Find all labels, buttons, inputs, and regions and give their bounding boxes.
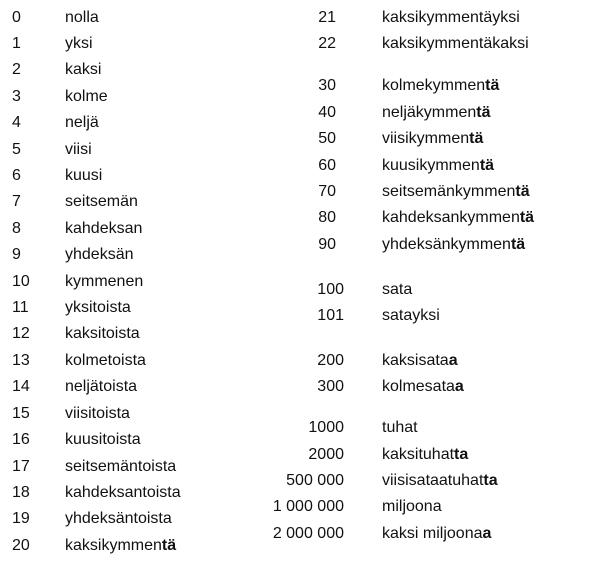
word-30: kolmekymmentä bbox=[382, 77, 500, 94]
number-60: 60 bbox=[318, 157, 336, 174]
number-11: 11 bbox=[12, 299, 29, 316]
number-70: 70 bbox=[318, 183, 336, 200]
word-40: neljäkymmentä bbox=[382, 104, 491, 121]
word-20: kaksikymmentä bbox=[65, 537, 177, 554]
word-0: nolla bbox=[65, 9, 99, 26]
number-19: 19 bbox=[12, 510, 30, 527]
number-1: 1 bbox=[12, 35, 21, 52]
number-21: 21 bbox=[318, 9, 336, 26]
word-7: seitsemän bbox=[65, 193, 138, 210]
word-3: kolme bbox=[65, 88, 108, 105]
word-1000: tuhat bbox=[382, 419, 418, 436]
number-40: 40 bbox=[318, 104, 336, 121]
number-200: 200 bbox=[317, 352, 344, 369]
word-2000000: kaksi miljoonaa bbox=[382, 525, 492, 542]
word-50: viisikymmentä bbox=[382, 130, 484, 147]
word-101: satayksi bbox=[382, 307, 440, 324]
word-90: yhdeksänkymmentä bbox=[382, 236, 526, 253]
number-18: 18 bbox=[12, 484, 30, 501]
word-21: kaksikymmentäyksi bbox=[382, 9, 520, 26]
number-22: 22 bbox=[318, 35, 336, 52]
word-60: kuusikymmentä bbox=[382, 157, 495, 174]
number-90: 90 bbox=[318, 236, 336, 253]
number-0: 0 bbox=[12, 9, 21, 26]
number-3: 3 bbox=[12, 88, 21, 105]
number-12: 12 bbox=[12, 325, 30, 342]
number-15: 15 bbox=[12, 405, 30, 422]
word-300: kolmesataa bbox=[382, 378, 464, 395]
word-8: kahdeksan bbox=[65, 220, 143, 237]
word-100: sata bbox=[382, 281, 413, 298]
word-17: seitsemäntoista bbox=[65, 458, 177, 475]
number-1000: 1000 bbox=[308, 419, 344, 436]
number-300: 300 bbox=[317, 378, 344, 395]
number-100: 100 bbox=[317, 281, 344, 298]
number-10: 10 bbox=[12, 273, 30, 290]
word-12: kaksitoista bbox=[65, 325, 140, 342]
number-16: 16 bbox=[12, 431, 30, 448]
number-17: 17 bbox=[12, 458, 30, 475]
number-101: 101 bbox=[317, 307, 344, 324]
word-200: kaksisataa bbox=[382, 352, 458, 369]
number-80: 80 bbox=[318, 209, 336, 226]
word-18: kahdeksantoista bbox=[65, 484, 181, 501]
word-13: kolmetoista bbox=[65, 352, 146, 369]
number-5: 5 bbox=[12, 141, 21, 158]
word-11: yksitoista bbox=[65, 299, 131, 316]
word-19: yhdeksäntoista bbox=[65, 510, 172, 527]
number-2000000: 2 000 000 bbox=[272, 525, 344, 542]
number-6: 6 bbox=[12, 167, 21, 184]
number-13: 13 bbox=[12, 352, 30, 369]
word-2000: kaksituhatta bbox=[382, 446, 469, 463]
word-10: kymmenen bbox=[65, 273, 144, 290]
number-30: 30 bbox=[318, 77, 336, 94]
word-16: kuusitoista bbox=[65, 431, 141, 448]
number-9: 9 bbox=[12, 246, 21, 263]
number-50: 50 bbox=[318, 130, 336, 147]
word-5: viisi bbox=[65, 141, 92, 158]
number-20: 20 bbox=[12, 537, 30, 554]
word-80: kahdeksankymmentä bbox=[382, 209, 535, 226]
word-4: neljä bbox=[65, 114, 99, 131]
number-7: 7 bbox=[12, 193, 21, 210]
word-15: viisitoista bbox=[65, 405, 130, 422]
number-500000: 500 000 bbox=[286, 472, 344, 489]
number-4: 4 bbox=[12, 114, 21, 131]
word-9: yhdeksän bbox=[65, 246, 134, 263]
number-2: 2 bbox=[12, 61, 21, 78]
word-6: kuusi bbox=[65, 167, 103, 184]
word-1000000: miljoona bbox=[382, 498, 442, 515]
word-70: seitsemänkymmentä bbox=[382, 183, 530, 200]
word-2: kaksi bbox=[65, 61, 102, 78]
number-2000: 2000 bbox=[308, 446, 344, 463]
word-1: yksi bbox=[65, 35, 93, 52]
word-14: neljätoista bbox=[65, 378, 138, 395]
number-1000000: 1 000 000 bbox=[272, 498, 344, 515]
word-500000: viisisataatuhatta bbox=[382, 472, 498, 489]
number-8: 8 bbox=[12, 220, 21, 237]
number-14: 14 bbox=[12, 378, 30, 395]
word-22: kaksikymmentäkaksi bbox=[382, 35, 529, 52]
